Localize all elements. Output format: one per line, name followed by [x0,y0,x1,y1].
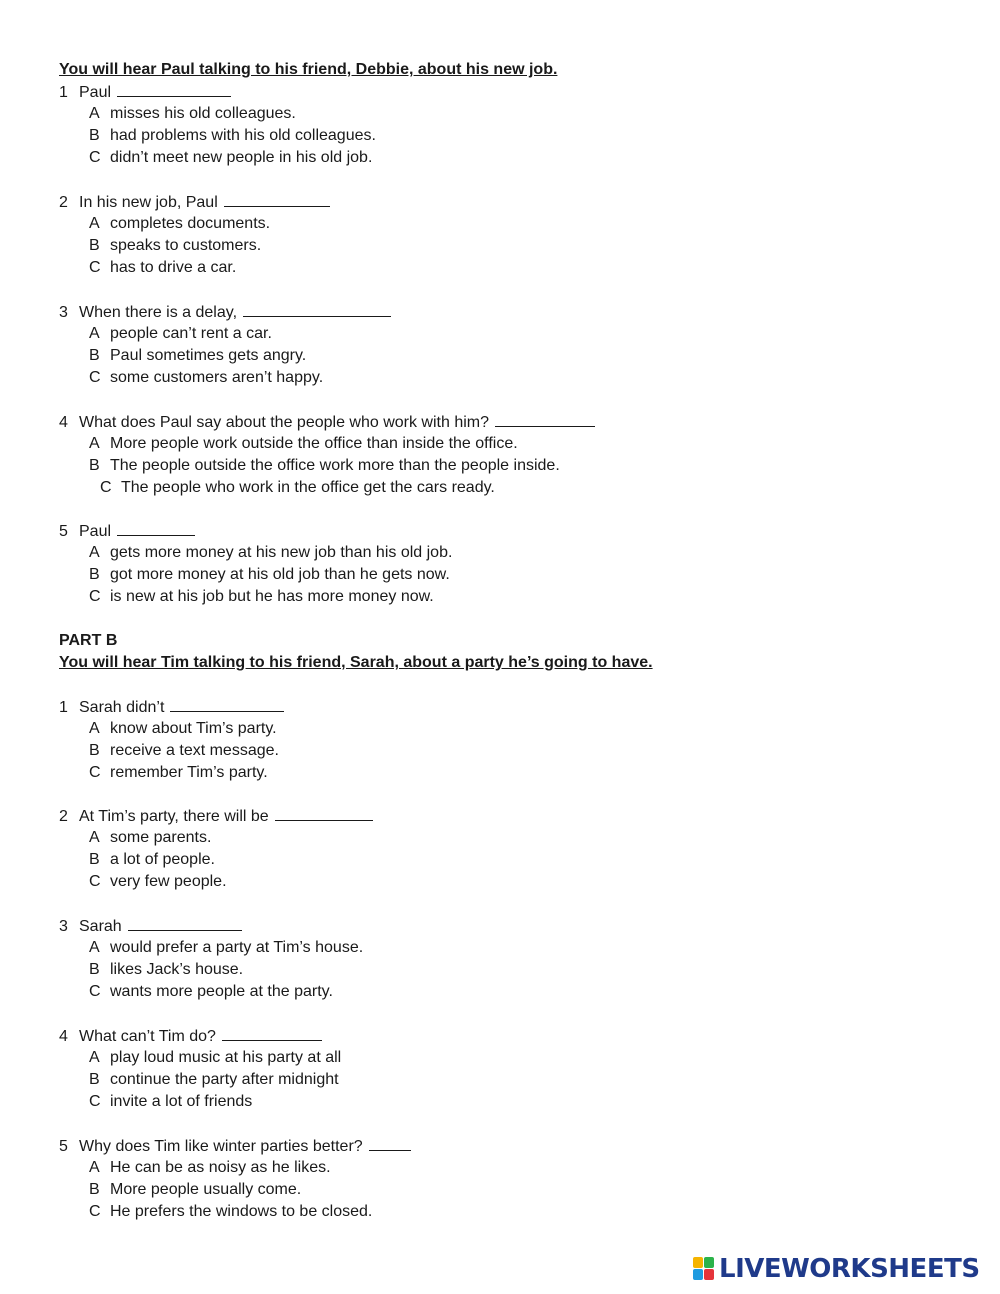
option: A More people work outside the office than inside the office. [89,435,518,452]
question-stem: 2 At Tim’s party, there will be [59,806,373,827]
option: B More people usually come. [89,1181,302,1198]
option: B a lot of people. [89,851,215,868]
answer-blank[interactable] [128,916,242,931]
answer-blank[interactable] [224,192,330,207]
question-stem: 2 In his new job, Paul [59,192,330,213]
option: A know about Tim’s party. [89,720,277,737]
answer-blank[interactable] [170,697,284,712]
option: A gets more money at his new job than his old job. [89,544,453,561]
option: B receive a text message. [89,742,279,759]
question-stem: 4 What can’t Tim do? [59,1026,322,1047]
part-b-heading: PART B [59,632,118,649]
option: A people can’t rent a car. [89,325,272,342]
option: A misses his old colleagues. [89,105,296,122]
option: B continue the party after midnight [89,1071,339,1088]
option: B got more money at his old job than he gets now. [89,566,450,583]
question-stem: 4 What does Paul say about the people who work with him? [59,412,595,433]
option: A He can be as noisy as he likes. [89,1159,331,1176]
question-stem: 5 Paul [59,521,195,542]
answer-blank[interactable] [117,521,195,536]
option: B The people outside the office work more than the people inside. [89,457,560,474]
question-stem: 3 Sarah [59,916,242,937]
answer-blank[interactable] [222,1026,322,1041]
answer-blank[interactable] [243,302,391,317]
question-stem: 1 Paul [59,82,231,103]
option: A some parents. [89,829,212,846]
question-stem: 1 Sarah didn’t [59,697,284,718]
option: A completes documents. [89,215,271,232]
option: C The people who work in the office get the cars ready. [100,479,495,496]
option: B likes Jack’s house. [89,961,244,978]
option: C is new at his job but he has more money now. [89,588,434,605]
option: C He prefers the windows to be closed. [89,1203,373,1220]
part-a-title: You will hear Paul talking to his friend, Debbie, about his new job. [59,61,558,78]
option: B had problems with his old colleagues. [89,127,376,144]
option: C some customers aren’t happy. [89,369,324,386]
option: C has to drive a car. [89,259,237,276]
option: C very few people. [89,873,227,890]
option: C invite a lot of friends [89,1093,253,1110]
answer-blank[interactable] [117,82,231,97]
option: B speaks to customers. [89,237,262,254]
answer-blank[interactable] [275,806,373,821]
option: C remember Tim’s party. [89,764,268,781]
option: A play loud music at his party at all [89,1049,342,1066]
option: B Paul sometimes gets angry. [89,347,307,364]
question-stem: 3 When there is a delay, [59,302,391,323]
question-stem: 5 Why does Tim like winter parties better? [59,1136,411,1157]
option: C wants more people at the party. [89,983,333,1000]
logo-text: LIVEWORKSHEETS [719,1254,980,1284]
liveworksheets-logo [693,1254,980,1284]
option: C didn’t meet new people in his old job. [89,149,373,166]
part-b-title: You will hear Tim talking to his friend, Sarah, about a party he’s going to have. [59,654,653,671]
answer-blank[interactable] [495,412,595,427]
logo-mark-icon [693,1257,715,1281]
option: A would prefer a party at Tim’s house. [89,939,364,956]
answer-blank[interactable] [369,1136,411,1151]
